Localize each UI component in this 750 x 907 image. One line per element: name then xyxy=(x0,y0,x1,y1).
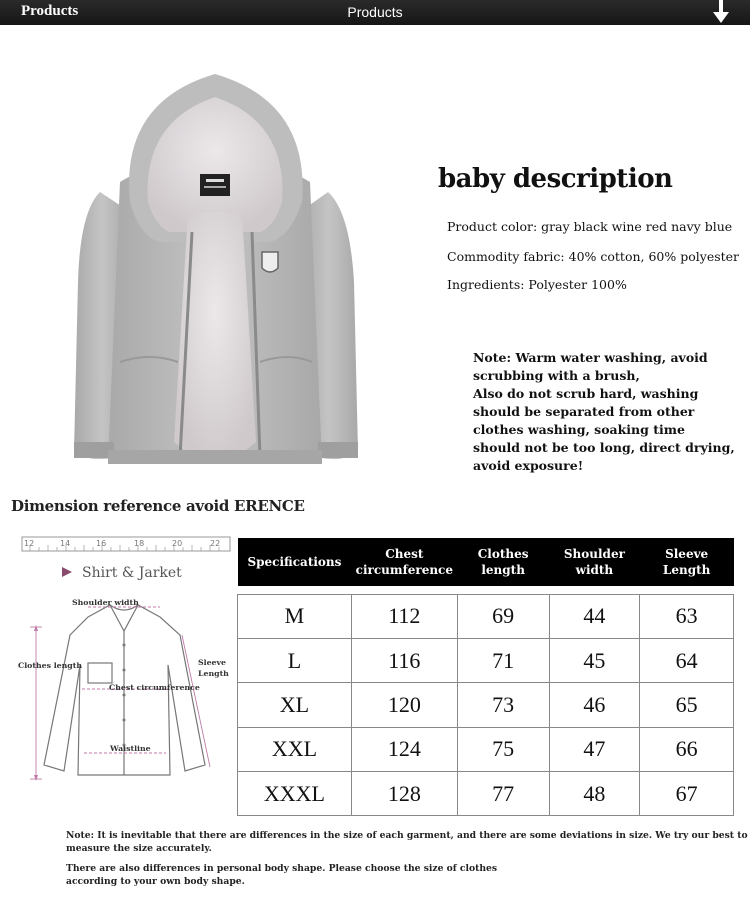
table-row xyxy=(238,727,734,771)
footnote-line: There are also differences in personal body shape. Please choose the size of clothes xyxy=(66,863,498,874)
table-cell: 120 xyxy=(351,683,457,727)
table-cell: 112 xyxy=(351,594,457,638)
col-header: Chest circumference xyxy=(351,538,457,586)
col-header: Clothes length xyxy=(457,538,549,586)
col-header: Specifications xyxy=(238,538,352,586)
col-header: Sleeve Length xyxy=(640,538,734,586)
table-cell: 46 xyxy=(549,683,640,727)
table-cell: 128 xyxy=(351,772,457,816)
table-cell: 116 xyxy=(351,638,457,682)
table-cell: 77 xyxy=(457,772,549,816)
measurement-diagram xyxy=(10,535,238,805)
table-cell: XL xyxy=(238,683,352,727)
shoulder-width-label: Shoulder width xyxy=(72,598,139,607)
table-cell: 64 xyxy=(640,638,734,682)
care-note-line: should not be too long, direct drying, xyxy=(473,440,735,455)
care-note-line: clothes washing, soaking time xyxy=(473,422,685,437)
product-color-text: Product color: gray black wine red navy blue xyxy=(447,219,733,234)
header-title: Products xyxy=(347,4,403,20)
table-row xyxy=(238,594,734,638)
care-note-line: should be separated from other xyxy=(473,404,695,419)
size-table xyxy=(237,538,734,816)
table-cell: 66 xyxy=(640,727,734,771)
table-cell: 69 xyxy=(457,594,549,638)
body-shape-note xyxy=(66,862,497,888)
description-title: baby description xyxy=(438,164,673,194)
waistline-label: Waistline xyxy=(110,744,151,753)
table-cell: 65 xyxy=(640,683,734,727)
table-cell: 45 xyxy=(549,638,640,682)
hoodie-image xyxy=(60,62,370,472)
chest-circumference-label: Chest circumference xyxy=(109,683,200,692)
products-tab[interactable]: Products xyxy=(21,3,79,19)
table-row xyxy=(238,638,734,682)
dimension-title: Dimension reference avoid ERENCE xyxy=(11,497,305,515)
arrow-down-icon xyxy=(709,0,733,25)
ruler-tick: 16 xyxy=(96,539,107,548)
header-bar xyxy=(0,0,750,25)
fabric-text: Commodity fabric: 40% cotton, 60% polyester xyxy=(447,249,740,264)
diagram-heading: Shirt & Jarket xyxy=(82,565,182,581)
table-cell: 67 xyxy=(640,772,734,816)
ruler-tick: 22 xyxy=(210,539,221,548)
table-cell: L xyxy=(238,638,352,682)
table-row xyxy=(238,683,734,727)
ruler-tick: 18 xyxy=(134,539,145,548)
care-note-line: Also do not scrub hard, washing xyxy=(473,386,699,401)
table-cell: 75 xyxy=(457,727,549,771)
table-cell: 47 xyxy=(549,727,640,771)
ruler-tick: 12 xyxy=(24,539,35,548)
table-cell: XXL xyxy=(238,727,352,771)
table-header-row xyxy=(238,538,734,586)
table-cell: M xyxy=(238,594,352,638)
table-cell: 73 xyxy=(457,683,549,727)
col-header: Shoulder width xyxy=(549,538,640,586)
sleeve-length-label: Sleeve xyxy=(198,658,227,667)
table-cell: 44 xyxy=(549,594,640,638)
footnote-line: measure the size accurately. xyxy=(66,843,212,854)
clothes-length-label: Clothes length xyxy=(18,661,83,670)
footnote-line: Note: It is inevitable that there are differences in the size of each garment, and there are some deviations in size. We try our best to xyxy=(66,830,748,841)
triangle-bullet-icon xyxy=(62,567,72,577)
ingredients-text: Ingredients: Polyester 100% xyxy=(447,277,627,292)
care-note xyxy=(473,349,733,475)
table-row xyxy=(238,772,734,816)
table-cell: 63 xyxy=(640,594,734,638)
table-cell: XXXL xyxy=(238,772,352,816)
ruler-tick: 14 xyxy=(60,539,71,548)
table-cell: 48 xyxy=(549,772,640,816)
size-deviation-note xyxy=(66,829,748,855)
care-note-line: Note: Warm water washing, avoid xyxy=(473,350,708,365)
table-cell: 124 xyxy=(351,727,457,771)
ruler-tick: 20 xyxy=(172,539,183,548)
care-note-line: avoid exposure! xyxy=(473,458,584,473)
sleeve-length-label: Length xyxy=(198,669,229,678)
footnote-line: according to your own body shape. xyxy=(66,876,245,887)
care-note-line: scrubbing with a brush, xyxy=(473,368,640,383)
table-cell: 71 xyxy=(457,638,549,682)
